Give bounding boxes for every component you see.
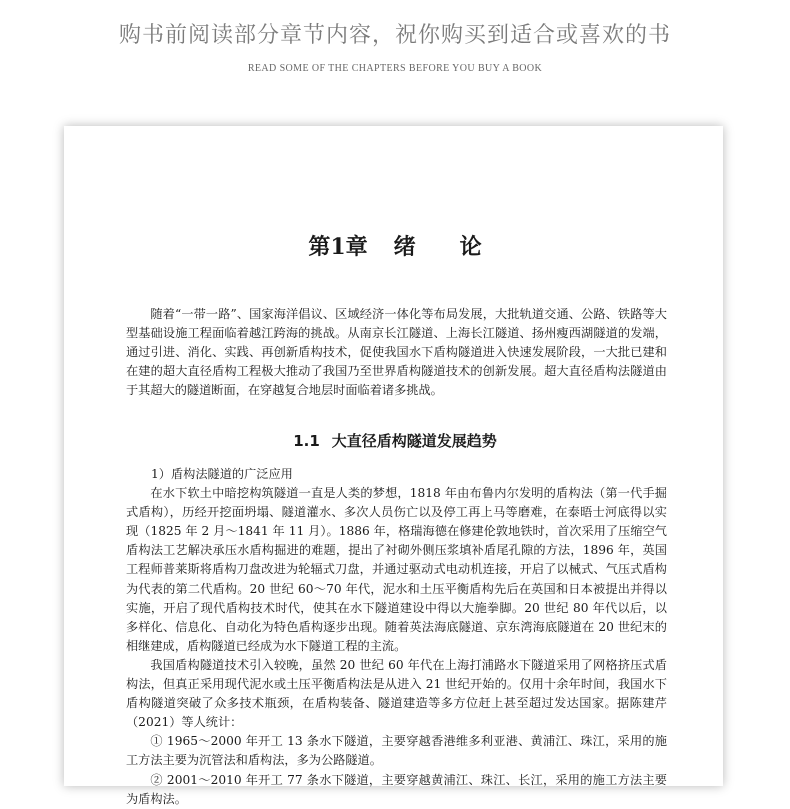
- section-body: [126, 465, 667, 809]
- subsection-label: 1）盾构法隧道的广泛应用: [151, 467, 293, 481]
- banner-subtitle: READ SOME OF THE CHAPTERS BEFORE YOU BUY A BOOK: [247, 63, 543, 74]
- body-list-item-1: ① 1965～2000 年开工 13 条水下隧道，主要穿越香港维多利亚港、黄浦江、珠江，采用的施工方法主要为沉管法和盾构法，多为公路隧道。: [126, 734, 667, 768]
- intro-paragraph: 随着“一带一路”、国家海洋倡议、区域经济一体化等布局发展，大批轨道交通、公路、铁路等大型基础设施工程面临着越江跨海的挑战。从南京长江隧道、上海长江隧道、扬州瘦西湖隧道的发端，通过引进、消化、实践、再创新盾构技术，促使我国水下盾构隧道进入快速发展阶段，一大批已建和在建的超大直径盾构工程极大推动了我国乃至世界盾构隧道技术的创新发展。超大直径盾构法隧道由于其超大的隧道断面，在穿越复合地层时面临着诸多挑战。: [126, 307, 667, 398]
- body-paragraph-history: 在水下软土中暗挖构筑隧道一直是人类的梦想，1818 年由布鲁内尔发明的盾构法（第一代手掘式盾构），历经开挖面坍塌、隧道灌水、多次人员伤亡以及停工再上马等磨难，在泰晤士河底得以实现（1825 年 2 月～1841 年 11 月）。1886 年，格瑞海德在修建伦敦地铁时，首次采用了压缩空气盾构法工艺解决承压水盾构掘进的难题，提出了衬砌外侧压浆填补盾尾孔隙的方法，1896 年，英国工程师普莱斯将盾构刀盘改进为轮辐式刀盘，并通过驱动式电动机连接，开启了以械式、气压式盾构为代表的第二代盾构。20 世纪 60～70 年代，泥水和土压平衡盾构先后在英国和日本被提出并得以实施，开启了现代盾构技术时代，使其在水下隧道建设中得以大施拳脚。20 世纪 80 年代以后，以多样化、信息化、自动化为特色盾构逐步出现。随着英法海底隧道、京东湾海底隧道在 20 世纪末的相继建成，盾构隧道已经成为水下隧道工程的主流。: [126, 486, 667, 653]
- chapter-title-char-2: 论: [459, 234, 482, 260]
- body-paragraph-china: 我国盾构隧道技术引入较晚，虽然 20 世纪 60 年代在上海打浦路水下隧道采用了网格挤压式盾构法，但真正采用现代泥水或土压平衡盾构法是从进入 21 世纪开始的。仅用十余年时间，我国水下盾构隧道突破了众多技术瓶颈，在盾构装备、隧道建造等多方位赶上甚至超过发达国家。据陈建芹（2021）等人统计：: [126, 657, 667, 730]
- section-heading: [0, 430, 790, 451]
- banner-title: 购书前阅读部分章节内容，祝你购买到适合或喜欢的书: [118, 23, 671, 48]
- chapter-title-char-1: 绪: [393, 234, 416, 260]
- chapter-label: 第1章: [308, 234, 368, 260]
- body-list-item-2: ② 2001～2010 年开工 77 条水下隧道，主要穿越黄浦江、珠江、长江，采用的施工方法主要为盾构法。: [126, 772, 667, 806]
- section-number: 1.1: [293, 432, 320, 450]
- section-title: 大直径盾构隧道发展趋势: [331, 432, 497, 450]
- chapter-title: [0, 230, 790, 261]
- intro-paragraph-block: [126, 305, 667, 400]
